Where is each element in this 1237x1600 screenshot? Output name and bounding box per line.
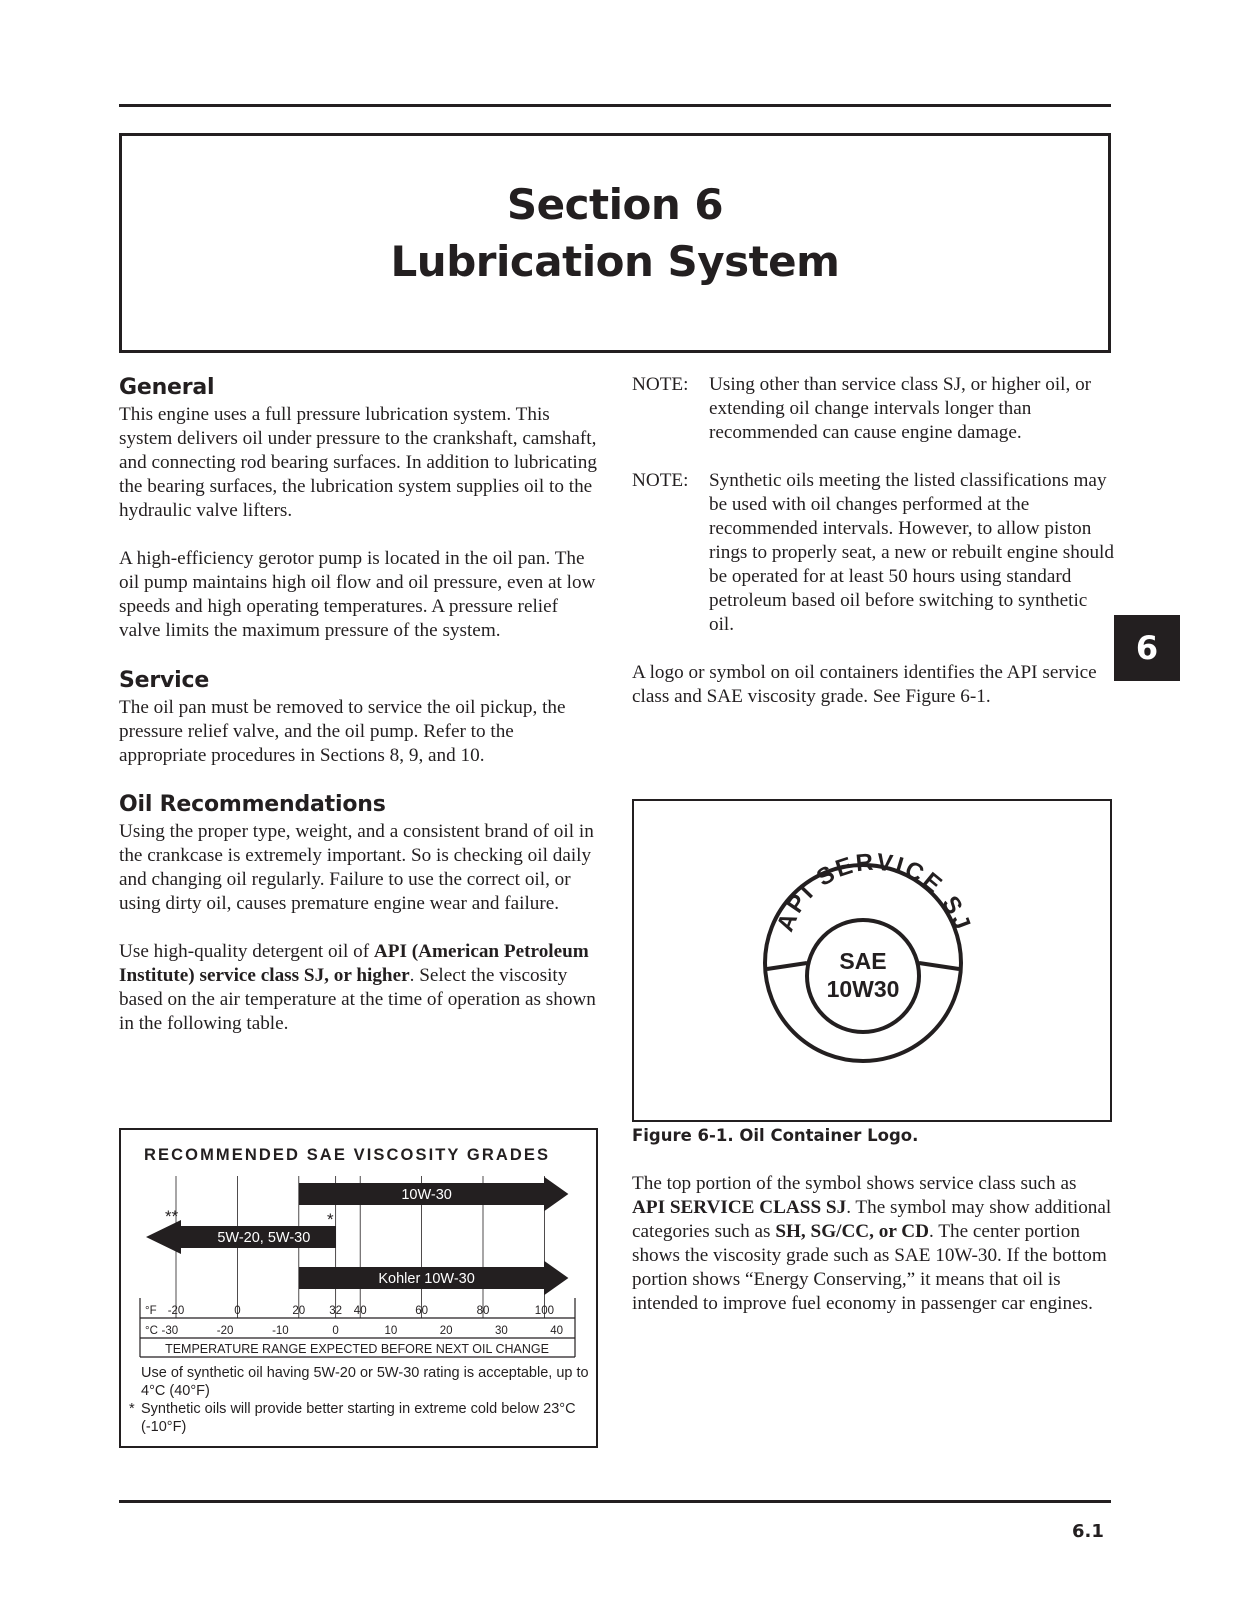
symbol-text-3: . The center portion shows the viscosity grade such as SAE 10W-30. If the bottom portion shows “Energy Conserving,” it means that oil is intended to improve fuel economy in passenger car engines. [632,1221,1107,1314]
temperature-range-caption: TEMPERATURE RANGE EXPECTED BEFORE NEXT OIL CHANGE [165,1342,549,1356]
api-service-symbol [634,801,1110,1120]
oil-use-text-bold: API (American Petroleum Institute) service class SJ, or higher [119,941,589,986]
viscosity-bar-label: 10W-30 [401,1187,452,1203]
symbol-arc-text: API SERVICE SJ [771,848,977,936]
fahrenheit-tick-label: 32 [329,1305,343,1317]
celsius-tick-label: 40 [550,1325,564,1337]
fahrenheit-unit-label: °F [145,1305,157,1317]
note-engine-damage-text: Using other than service class SJ, or higher oil, or extending oil change intervals longer than recommended can cause engine damage. [709,374,1092,443]
symbol-text-2: . The symbol may show additional categories such as [632,1197,1112,1242]
double-asterisk-marker: ** [165,1207,179,1226]
viscosity-chart-graphic [121,1130,596,1364]
note-label: NOTE: [632,374,689,395]
synthetic-note-2-text: Synthetic oils will provide better starting in extreme cold below 23°C (-10°F) [141,1401,576,1435]
general-heading: General [119,375,215,400]
fahrenheit-tick-label: -20 [167,1305,185,1317]
left-column [119,373,599,1036]
celsius-tick-label: 30 [495,1325,508,1337]
oil-recommendations-paragraph: Using the proper type, weight, and a consistent brand of oil in the crankcase is extremely important. So is checking oil daily and changing oil regularly. Failure to use the correct oil, or using dirty oil, causes premature engine wear and failure. [119,821,594,914]
symbol-bold-1: API SERVICE CLASS SJ [632,1197,847,1218]
note-asterisk: * [129,1401,135,1417]
fahrenheit-tick-label: 100 [534,1305,554,1317]
fahrenheit-tick-label: 0 [234,1305,241,1317]
celsius-tick-label: 10 [384,1325,398,1337]
service-heading: Service [119,668,210,693]
oil-use-paragraph [119,940,599,1036]
symbol-description-paragraph [632,1172,1114,1316]
service-paragraph: The oil pan must be removed to service the oil pickup, the pressure relief valve, and the oil pump. Refer to the appropriate procedures in Sections 8, 9, and 10. [119,697,566,766]
celsius-tick-label: 20 [439,1325,453,1337]
viscosity-bar-label: Kohler 10W-30 [378,1271,475,1287]
oil-container-logo-figure [632,799,1112,1122]
symbol-viscosity-grade: 10W30 [826,976,900,1002]
symbol-bold-2: SH, SG/CC, or CD [775,1221,930,1242]
oil-use-text-1: Use high-quality detergent oil of [119,941,374,962]
single-asterisk-marker: * [327,1210,334,1229]
section-tab: 6 [1114,615,1180,681]
top-rule [119,104,1111,107]
fahrenheit-tick-label: 80 [476,1305,490,1317]
synthetic-note-2 [129,1400,596,1436]
fahrenheit-tick-label: 60 [415,1305,428,1317]
viscosity-chart-bars [146,1177,568,1295]
viscosity-chart [119,1128,598,1448]
synthetic-note-1: Use of synthetic oil having 5W-20 or 5W-30 rating is acceptable, up to 4°C (40°F) [141,1365,589,1399]
celsius-tick-label: -10 [272,1325,289,1337]
viscosity-chart-notes [129,1364,596,1436]
celsius-tick-label: 0 [332,1325,339,1337]
celsius-tick-label: -30 [161,1325,179,1337]
note-synthetic-oils [632,469,1114,637]
section-title-number: Section 6 [506,180,724,229]
general-paragraph: This engine uses a full pressure lubrication system. This system delivers oil under pressure to the crankshaft, camshaft, and connecting rod bearing surfaces. In addition to lubricating the bearing surfaces, the lubrication system supplies oil to the hydraulic valve lifters. [119,404,597,521]
viscosity-chart-ticks [162,1305,564,1337]
logo-paragraph: A logo or symbol on oil containers identifies the API service class and SAE viscosity grade. See Figure 6-1. [632,662,1097,707]
section-title-box [119,133,1111,353]
pump-paragraph: A high-efficiency gerotor pump is located in the oil pan. The oil pump maintains high oil flow and oil pressure, even at low speeds and high operating temperatures. A pressure relief valve limits the maximum pressure of the system. [119,548,596,641]
figure-caption: Figure 6-1. Oil Container Logo. [632,1126,919,1145]
note-synthetic-oils-text: Synthetic oils meeting the listed classifications may be used with oil changes performed at the recommended intervals. However, to allow piston rings to properly seat, a new or rebuilt engine should be operated for at least 50 hours using standard petroleum based oil before switching to synthetic oil. [709,470,1114,635]
fahrenheit-tick-label: 20 [292,1305,306,1317]
fahrenheit-tick-label: 40 [353,1305,367,1317]
viscosity-bar-label: 5W-20, 5W-30 [217,1230,311,1246]
oil-recommendations-heading: Oil Recommendations [119,792,386,817]
symbol-text-1: The top portion of the symbol shows service class such as [632,1173,1077,1194]
viscosity-chart-title: RECOMMENDED SAE VISCOSITY GRADES [144,1146,551,1164]
page-number: 6.1 [1072,1521,1104,1542]
oil-use-text-2: . Select the viscosity based on the air temperature at the time of operation as shown in the following table. [119,965,596,1034]
bottom-rule [119,1500,1111,1503]
note-engine-damage [632,373,1114,445]
section-title-name: Lubrication System [390,237,840,286]
symbol-sae-label: SAE [839,948,887,974]
note-label: NOTE: [632,470,689,491]
right-column [632,373,1114,709]
celsius-tick-label: -20 [216,1325,234,1337]
celsius-unit-label: °C [145,1325,158,1337]
